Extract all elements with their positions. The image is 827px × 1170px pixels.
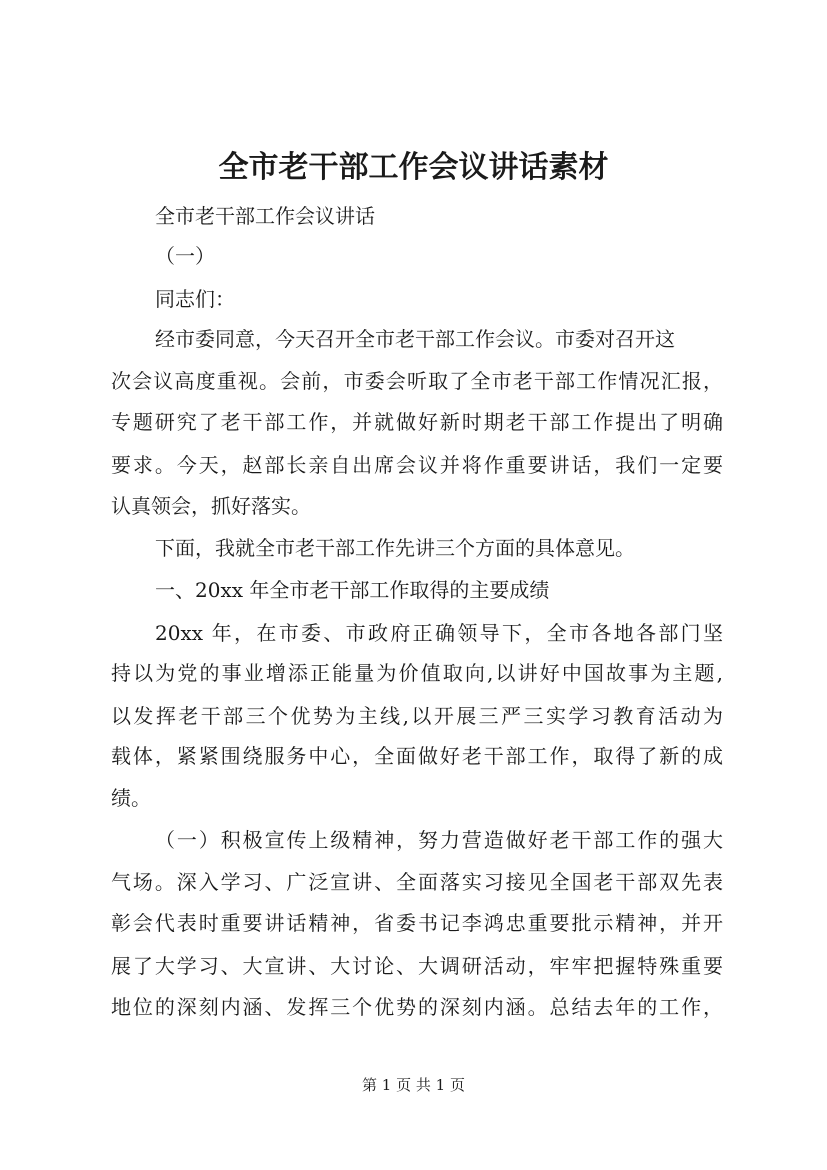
paragraph-line: （一）积极宣传上级精神，努力营造做好老干部工作的强大 <box>155 828 723 852</box>
paragraph-line: 彰会代表时重要讲话精神，省委书记李鸿忠重要批示精神，并开 <box>111 911 723 935</box>
paragraph-line: 要求。今天，赵部长亲自出席会议并将作重要讲话，我们一定要 <box>111 453 723 477</box>
paragraph-line: 持以为党的事业增添正能量为价值取向,以讲好中国故事为主题, <box>111 661 723 685</box>
document-title: 全市老干部工作会议讲话素材 <box>218 150 609 185</box>
section-heading: 一、20xx 年全市老干部工作取得的主要成绩 <box>155 578 550 602</box>
paragraph-line: 以发挥老干部三个优势为主线,以开展三严三实学习教育活动为 <box>111 704 723 728</box>
paragraph-line: 认真领会，抓好落实。 <box>111 494 311 518</box>
salutation: 同志们： <box>155 287 235 311</box>
paragraph-line: 载体，紧紧围绕服务中心，全面做好老干部工作，取得了新的成 <box>111 744 723 768</box>
paragraph-line: 展了大学习、大宣讲、大讨论、大调研活动，牢牢把握特殊重要 <box>111 954 723 978</box>
section-number: （一） <box>155 244 215 268</box>
paragraph-line: 专题研究了老干部工作，并就做好新时期老干部工作提出了明确 <box>111 410 723 434</box>
paragraph-line: 次会议高度重视。会前，市委会听取了全市老干部工作情况汇报， <box>111 369 723 393</box>
paragraph-line: 20xx 年，在市委、市政府正确领导下，全市各地各部门坚 <box>155 621 723 645</box>
paragraph-line: 地位的深刻内涵、发挥三个优势的深刻内涵。总结去年的工作， <box>111 995 723 1019</box>
paragraph-line: 下面，我就全市老干部工作先讲三个方面的具体意见。 <box>155 536 635 560</box>
paragraph-line: 绩。 <box>111 786 151 810</box>
paragraph-line: 经市委同意，今天召开全市老干部工作会议。市委对召开这 <box>155 327 675 351</box>
paragraph-line: 气场。深入学习、广泛宣讲、全面落实习接见全国老干部双先表 <box>111 870 723 894</box>
subtitle: 全市老干部工作会议讲话 <box>155 204 375 228</box>
page-number-footer: 第 1 页 共 1 页 <box>362 1076 465 1094</box>
